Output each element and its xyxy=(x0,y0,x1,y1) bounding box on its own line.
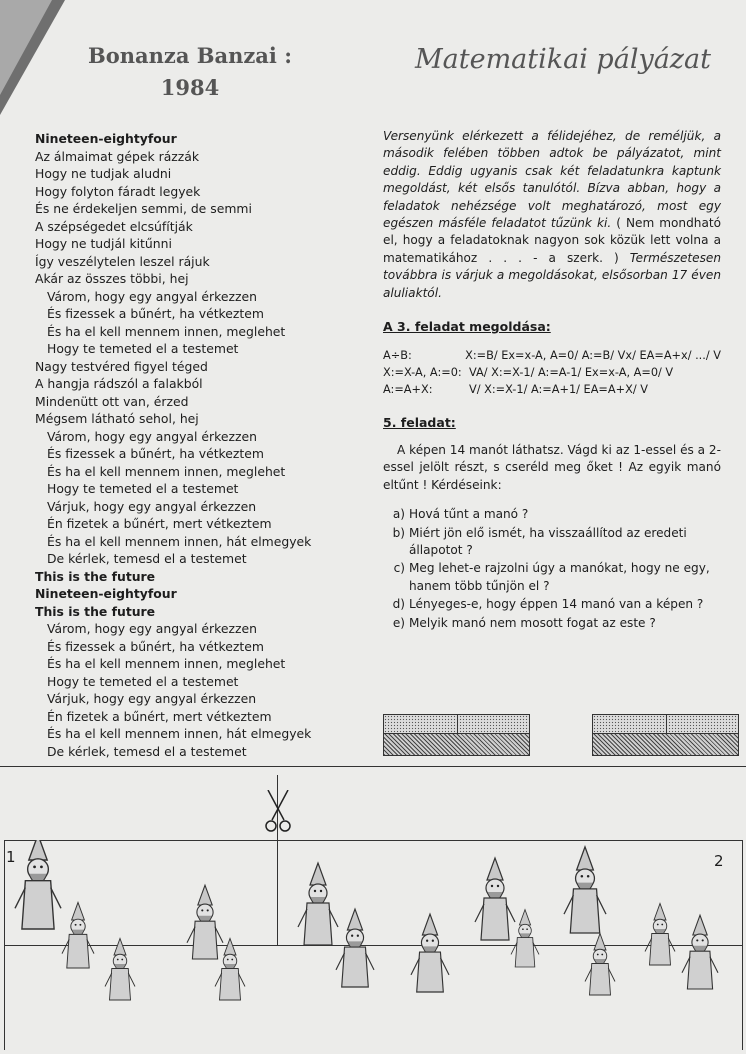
poem-line: És fizessek a bűnért, ha vétkeztem xyxy=(47,306,264,321)
contest-column xyxy=(383,128,721,633)
poem-line: Mégsem látható sehol, hej xyxy=(35,411,199,426)
page-fold-inner xyxy=(0,0,52,95)
poem-line: Várjuk, hogy egy angyal érkezzen xyxy=(47,498,257,514)
scissors-icon xyxy=(262,790,294,836)
question-item xyxy=(383,525,721,560)
question-text: Meg lehet-e rajzolni úgy a manókat, hogy ne egy, hanem több tűnjön el ? xyxy=(409,561,710,593)
poem-line: És ha el kell mennem innen, meglehet xyxy=(47,323,286,339)
poem-line: És ha el kell mennem innen, meglehet xyxy=(47,463,286,479)
poem-line: Én fizetek a bűnért, mert vétkeztem xyxy=(47,516,272,531)
section-title: Matematikai pályázat xyxy=(415,44,711,75)
poem-line: Hogy te temeted el a testemet xyxy=(47,481,239,496)
poem-line: Hogy te temeted el a testemet xyxy=(47,673,239,689)
poem-line: De kérlek, temesd el a testemet xyxy=(47,743,247,759)
poem-line: És fizessek a bűnért, ha vétkeztem xyxy=(47,638,264,654)
poem-line: This is the future xyxy=(35,568,156,584)
poem-line: És ha el kell mennem innen, hát elmegyek xyxy=(47,726,312,741)
poem-line: Én fizetek a bűnért, mert vétkeztem xyxy=(47,708,272,724)
poem-line: És ha el kell mennem innen, meglehet xyxy=(47,656,286,671)
poem-line: És ne érdekeljen semmi, de semmi xyxy=(35,201,252,216)
gnome-figure xyxy=(298,863,338,945)
poem-line: De kérlek, temesd el a testemet xyxy=(47,551,247,566)
question-item xyxy=(383,506,721,523)
poem-title-line1: Bonanza Banzai : xyxy=(88,43,292,68)
intro-italic-end: Természetesen továbbra is várjuk a megoldásokat, elsősorban 17 éven aluliaktól. xyxy=(383,250,721,300)
poem-line: A hangja rádszól a falakból xyxy=(35,376,203,391)
task-questions xyxy=(383,506,721,632)
poem-line: Mindenütt ott van, érzed xyxy=(35,393,189,409)
poem-line: Várjuk, hogy egy angyal érkezzen xyxy=(47,691,257,706)
pattern-strip-2 xyxy=(592,714,739,756)
puzzle-label-1: 1 xyxy=(6,848,16,866)
gnome-figure xyxy=(62,902,94,968)
question-text: Miért jön elő ismét, ha visszaállítod az eredeti állapotot ? xyxy=(409,525,687,557)
poem-line: This is the future xyxy=(35,603,156,619)
gnome-figure xyxy=(15,840,61,929)
poem-line: Várom, hogy egy angyal érkezzen xyxy=(47,621,257,636)
poem-text xyxy=(35,130,365,760)
solution-row xyxy=(383,364,721,381)
intro-italic: Versenyünk elérkezett a félidejéhez, de reméljük, a második felében többen adtok be pályázatot, mint eddig. Eddig ugyanis csak két feladatunkra kaptunk megoldást, két elsős tanulótól. Bízva abban, hogy a feladatok nehézsége volt meghatározó, most egy egészen másféle feladatot tűzünk ki. xyxy=(383,129,721,231)
gnome-figure xyxy=(105,939,135,1001)
puzzle-label-2: 2 xyxy=(714,852,724,870)
question-text: Melyik manó nem mosott fogat az este ? xyxy=(409,615,656,630)
question-item xyxy=(383,596,721,613)
intro-editor-note: ( Nem mondható el, hogy a feladatoknak nagyon sok közük lett volna a matematikához . . . - a szerk. ) xyxy=(383,216,721,265)
gnome-figure xyxy=(411,914,449,992)
question-text: Lényeges-e, hogy éppen 14 manó van a képen ? xyxy=(409,597,704,612)
gnome-figure xyxy=(511,910,539,967)
solution-formulas xyxy=(383,347,721,398)
solution-value: VA/ X:=X-1/ A:=A-1/ Ex=x-A, A=0/ V xyxy=(469,366,674,380)
question-letter: e) xyxy=(392,615,405,630)
poem-line: Az álmaimat gépek rázzák xyxy=(35,148,200,164)
question-letter: c) xyxy=(393,561,405,576)
solution-row xyxy=(383,381,721,398)
poem-line: És ha el kell mennem innen, hát elmegyek xyxy=(47,533,312,549)
contest-intro xyxy=(383,128,721,302)
solution-heading: A 3. feladat megoldása: xyxy=(383,319,551,335)
poem-line: Akár az összes többi, hej xyxy=(35,271,189,286)
solution-key: A:=A+X: xyxy=(383,383,433,397)
poem-line: Várom, hogy egy angyal érkezzen xyxy=(47,428,257,444)
solution-key: A÷B: xyxy=(383,349,412,363)
solution-value: X:=B/ Ex=x-A, A=0/ A:=B/ Vx/ EA=A+x/ .../ V xyxy=(465,349,721,363)
poem-line: Hogy ne tudjál kitűnni xyxy=(35,236,172,251)
task-text: A képen 14 manót láthatsz. Vágd ki az 1-essel és a 2-essel jelölt részt, s cseréld meg őket ! Az egyik manó eltűnt ! Kérdéseink: xyxy=(383,442,721,492)
poem-line: Várom, hogy egy angyal érkezzen xyxy=(47,288,257,304)
poem-line: Nagy testvéred figyel téged xyxy=(35,358,208,374)
gnome-figure xyxy=(645,904,675,966)
question-letter: a) xyxy=(392,507,405,522)
question-letter: d) xyxy=(392,597,405,612)
poem-title xyxy=(60,40,320,104)
question-item xyxy=(383,560,721,595)
poem-line: A szépségedet elcsúfítják xyxy=(35,218,193,234)
gnome-drawing xyxy=(0,840,746,1050)
cut-line xyxy=(0,766,746,767)
solution-value: V/ X:=X-1/ A:=A+1/ EA=A+X/ V xyxy=(469,383,648,397)
solution-key: X:=X-A, A:=0: xyxy=(383,366,462,380)
question-letter: b) xyxy=(392,525,405,540)
gnome-figure xyxy=(215,939,245,1001)
gnome-figure xyxy=(564,847,606,933)
question-item xyxy=(383,615,721,632)
pattern-strip-1 xyxy=(383,714,530,756)
poem-title-line2: 1984 xyxy=(160,75,220,100)
gnome-figure xyxy=(187,885,223,959)
poem-line: Nineteen-eightyfour xyxy=(35,131,177,146)
poem-line: Hogy folyton fáradt legyek xyxy=(35,183,201,199)
poem-line: Hogy te temeted el a testemet xyxy=(47,341,239,356)
task-heading: 5. feladat: xyxy=(383,415,456,431)
question-text: Hová tűnt a manó ? xyxy=(409,507,529,522)
solution-row xyxy=(383,347,721,364)
poem-line: És fizessek a bűnért, ha vétkeztem xyxy=(47,446,264,461)
gnome-figure xyxy=(475,858,515,940)
gnome-figure xyxy=(336,909,374,987)
poem-line: Így veszélytelen leszel rájuk xyxy=(35,253,210,269)
poem-line: Hogy ne tudjak aludni xyxy=(35,166,172,181)
gnome-figure xyxy=(682,915,718,989)
poem-line: Nineteen-eightyfour xyxy=(35,586,177,601)
gnome-figure xyxy=(585,934,615,996)
